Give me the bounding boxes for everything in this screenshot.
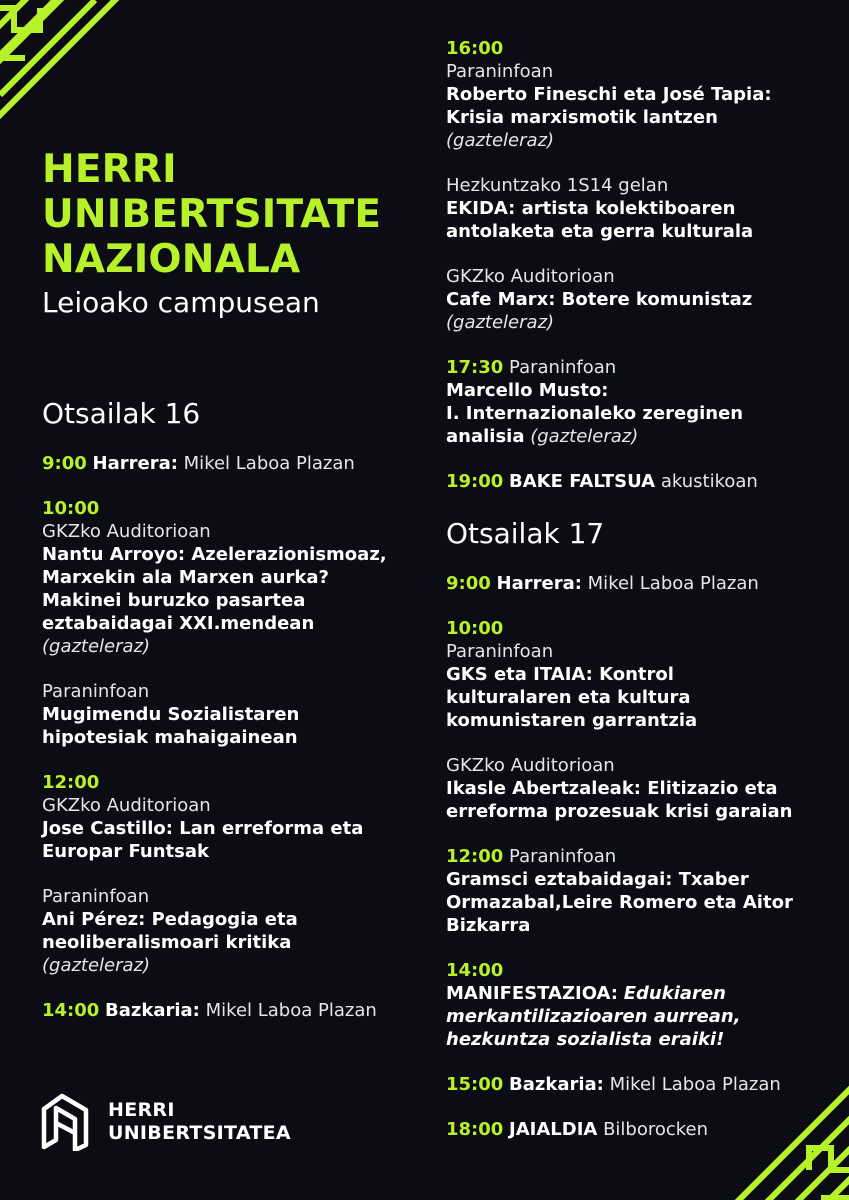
session-place: Mikel Laboa Plazan bbox=[205, 1000, 377, 1021]
talk-title-line: Krisia marxismotik lantzen bbox=[446, 107, 718, 128]
schedule-item bbox=[446, 572, 841, 595]
session-label: Bazkaria: bbox=[105, 1000, 200, 1021]
session-label: Bazkaria: bbox=[509, 1074, 604, 1095]
logo-line: UNIBERTSITATEA bbox=[108, 1122, 291, 1144]
session-place: GKZko Auditorioan bbox=[446, 755, 615, 776]
herri-unibertsitatea-logo-icon bbox=[40, 1093, 92, 1151]
talk-title-line: I. Internazionaleko zereginen bbox=[446, 403, 744, 424]
talk-title-line: EKIDA: artista kolektiboaren bbox=[446, 198, 736, 219]
schedule-item bbox=[446, 845, 841, 937]
session-label: JAIALDIA bbox=[509, 1119, 598, 1140]
session-place: Paraninfoan bbox=[509, 846, 617, 867]
talk-title-line: Jose Castillo: Lan erreforma eta bbox=[42, 818, 364, 839]
schedule-item bbox=[446, 617, 841, 732]
session-place: GKZko Auditorioan bbox=[446, 266, 615, 287]
talk-title-line: Edukiaren bbox=[623, 983, 726, 1004]
language-note: (gazteleraz) bbox=[446, 130, 555, 151]
schedule-item bbox=[446, 265, 841, 334]
talk-title-line: Cafe Marx: Botere komunistaz bbox=[446, 289, 753, 310]
language-note: (gazteleraz) bbox=[530, 426, 639, 447]
session-time: 16:00 bbox=[446, 38, 504, 59]
schedule-item bbox=[446, 356, 841, 448]
session-label: Harrera: bbox=[92, 453, 178, 474]
session-place: GKZko Auditorioan bbox=[42, 521, 211, 542]
session-place: Paraninfoan bbox=[42, 886, 150, 907]
talk-title-line: erreforma prozesuak krisi garaian bbox=[446, 801, 793, 822]
session-time: 14:00 bbox=[446, 960, 504, 981]
schedule-item bbox=[446, 754, 841, 823]
session-time: 9:00 bbox=[42, 453, 87, 474]
session-label: Harrera: bbox=[496, 573, 582, 594]
session-place: Mikel Laboa Plazan bbox=[587, 573, 759, 594]
language-note: (gazteleraz) bbox=[446, 312, 555, 333]
session-time: 10:00 bbox=[446, 618, 504, 639]
schedule-item bbox=[42, 680, 432, 749]
talk-title-line: kulturalaren eta kultura bbox=[446, 687, 691, 708]
language-note: (gazteleraz) bbox=[42, 955, 151, 976]
schedule-right-column bbox=[446, 37, 841, 1163]
session-time: 9:00 bbox=[446, 573, 491, 594]
talk-title-line: Ormazabal,Leire Romero eta Aitor bbox=[446, 892, 793, 913]
talk-title-line: antolaketa eta gerra kulturala bbox=[446, 221, 754, 242]
session-time: 19:00 bbox=[446, 471, 504, 492]
talk-title-line: Roberto Fineschi eta José Tapia: bbox=[446, 84, 772, 105]
session-place: Paraninfoan bbox=[509, 357, 617, 378]
talk-title-line: eztabaidagai XXI.mendean bbox=[42, 613, 315, 634]
title-line: UNIBERTSITATE bbox=[42, 192, 382, 237]
language-note: (gazteleraz) bbox=[42, 636, 151, 657]
session-place: GKZko Auditorioan bbox=[42, 795, 211, 816]
session-place: akustikoan bbox=[660, 471, 758, 492]
schedule-item bbox=[446, 1073, 841, 1096]
session-place: Hezkuntzako 1S14 gelan bbox=[446, 175, 669, 196]
schedule-item bbox=[42, 771, 432, 863]
session-label: MANIFESTAZIOA: bbox=[446, 983, 619, 1004]
talk-title-line: Gramsci eztabaidagai: Txaber bbox=[446, 869, 749, 890]
talk-title-line: hezkuntza sozialista eraiki! bbox=[446, 1029, 725, 1050]
talk-title-line: Ikasle Abertzaleak: Elitizazio eta bbox=[446, 778, 778, 799]
session-place: Bilborocken bbox=[603, 1119, 709, 1140]
talk-title-line: Marxekin ala Marxen aurka? bbox=[42, 567, 329, 588]
schedule-item bbox=[42, 999, 432, 1022]
session-time: 10:00 bbox=[42, 498, 100, 519]
schedule-item bbox=[446, 1118, 841, 1141]
talk-title-line: analisia bbox=[446, 426, 525, 447]
session-label: BAKE FALTSUA bbox=[509, 471, 656, 492]
talk-title-line: Nantu Arroyo: Azelerazionismoaz, bbox=[42, 544, 387, 565]
talk-title-line: merkantilizazioaren aurrean, bbox=[446, 1006, 741, 1027]
session-place: Paraninfoan bbox=[42, 681, 150, 702]
schedule-item bbox=[42, 885, 432, 977]
day-heading-16: Otsailak 16 bbox=[42, 397, 201, 430]
session-time: 12:00 bbox=[446, 846, 504, 867]
talk-title-line: Mugimendu Sozialistaren bbox=[42, 704, 300, 725]
talk-title-line: Makinei buruzko pasartea bbox=[42, 590, 306, 611]
corner-decoration-top-left bbox=[0, 0, 140, 120]
talk-title-line: Bizkarra bbox=[446, 915, 531, 936]
talk-title-line: neoliberalismoari kritika bbox=[42, 932, 292, 953]
session-place: Paraninfoan bbox=[446, 641, 554, 662]
schedule-left-column bbox=[42, 395, 432, 1044]
title-line: NAZIONALA bbox=[42, 237, 301, 282]
event-title bbox=[42, 147, 381, 282]
logo-wordmark bbox=[108, 1099, 291, 1145]
session-time: 15:00 bbox=[446, 1074, 504, 1095]
talk-title-line: Ani Pérez: Pedagogia eta bbox=[42, 909, 298, 930]
schedule-item bbox=[42, 497, 432, 658]
session-place: Mikel Laboa Plazan bbox=[183, 453, 355, 474]
event-subtitle: Leioako campusean bbox=[42, 286, 320, 319]
talk-title-line: komunistaren garrantzia bbox=[446, 710, 698, 731]
schedule-item bbox=[446, 174, 841, 243]
session-place: Mikel Laboa Plazan bbox=[609, 1074, 781, 1095]
session-place: Paraninfoan bbox=[446, 61, 554, 82]
session-time: 12:00 bbox=[42, 772, 100, 793]
title-line: HERRI bbox=[42, 147, 177, 192]
talk-title-line: Marcello Musto: bbox=[446, 380, 609, 401]
schedule-item bbox=[446, 470, 841, 493]
organizer-logo bbox=[40, 1093, 291, 1151]
talk-title-line: hipotesiak mahaigainean bbox=[42, 727, 298, 748]
schedule-item bbox=[446, 37, 841, 152]
schedule-item bbox=[446, 959, 841, 1051]
logo-line: HERRI bbox=[108, 1099, 175, 1121]
day-heading-17: Otsailak 17 bbox=[446, 517, 605, 550]
session-time: 18:00 bbox=[446, 1119, 504, 1140]
session-time: 17:30 bbox=[446, 357, 504, 378]
schedule-item bbox=[42, 452, 432, 475]
session-time: 14:00 bbox=[42, 1000, 100, 1021]
talk-title-line: Europar Funtsak bbox=[42, 841, 209, 862]
talk-title-line: GKS eta ITAIA: Kontrol bbox=[446, 664, 674, 685]
